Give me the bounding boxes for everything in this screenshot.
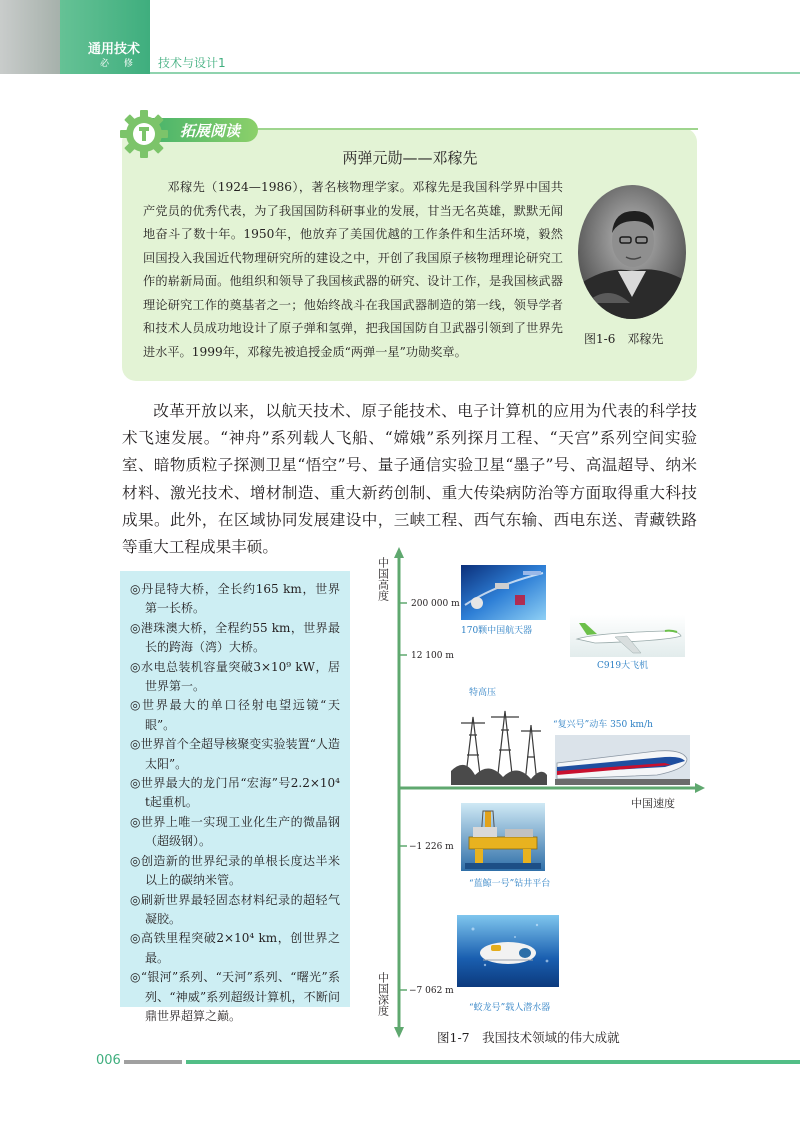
achievement-text: 世界首个全超导核聚变实验装置“人造太阳”。 [140, 737, 340, 771]
portrait-photo [578, 185, 686, 319]
drilling-rig-label: “蓝鲸一号”钻井平台 [469, 879, 551, 889]
achievement-text: 世界最大的龙门吊“宏海”号2.2×10⁴ t起重机。 [140, 776, 340, 810]
extended-reading-paragraph: 邓稼先（1924—1986），著名核物理学家。邓稼先是我国科学界中国共产党员的优秀代表，为了我国国防科研事业的发展，甘当无名英雄，默默无闻地奋斗了数十年。1950年，他放弃了美国优越的工作条件和生活环境，毅然回国投入我国近代物理研究所的建设之中，开创了我国原子核物理理论研究工作的崭新局面。他组织和领导了我国核武器的研究、设计工作，是我国核武器理论研究工作的奠基者之一；他始终战斗在我国武器制造的第一线，领导学者和技术人员成功地设计了原子弹和氢弹，把我国国防自卫武器引领到了世界先进水平。1999年，邓稼先被追授金质“两弹一星”功勋奖章。 [143, 180, 563, 359]
bullet-icon: ◎ [130, 737, 141, 752]
bullet-icon: ◎ [130, 620, 141, 635]
book-title: 通用技术 [88, 42, 141, 57]
achievement-item [130, 968, 340, 1026]
achievement-item [130, 658, 340, 697]
extended-reading-tag-label: 拓展阅读 [180, 122, 241, 140]
tick-label-minus1226: −1 226 m [409, 842, 454, 852]
achievement-text: 世界最大的单口径射电望远镜“天眼”。 [142, 698, 340, 732]
achievement-text: 创造新的世界纪录的单根长度达半米以上的碳纳米管。 [140, 853, 340, 888]
bullet-icon: ◎ [130, 582, 142, 596]
y-axis-top-label: 中国高度 [376, 557, 390, 601]
y-axis-bottom-label: 中国深度 [376, 972, 390, 1016]
page-number: 006 [96, 1053, 121, 1068]
achievement-text: 高铁里程突破2×10⁴ km，创世界之最。 [141, 931, 340, 965]
spacecraft-image [461, 565, 546, 620]
jiaolong-submersible-image [457, 915, 559, 987]
achievement-text: “银河”系列、“天河”系列、“曙光”系列、“神威”系列超级计算机，不断问鼎世界超算之巅。 [140, 970, 340, 1023]
achievement-item [130, 929, 340, 968]
footer-grey-bar [124, 1060, 182, 1064]
uhv-label: 特高压 [469, 688, 497, 698]
portrait-caption: 图1-6 邓稼先 [584, 332, 664, 346]
tick-label-minus7062: −7 062 m [409, 986, 454, 996]
achievements-box [120, 571, 350, 1023]
achievement-text: 港珠澳大桥，全程约55 km，世界最长的跨海（湾）大桥。 [140, 620, 340, 655]
bullet-icon: ◎ [130, 814, 141, 829]
fuxing-label: “复兴号”动车 350 km/h [553, 720, 653, 730]
uhv-towers-image [451, 705, 547, 785]
jiaolong-label: “蛟龙号”载人潜水器 [469, 1003, 551, 1013]
tick-label-12100: 12 100 m [411, 651, 454, 661]
c919-plane-image [570, 615, 685, 657]
bullet-icon: ◎ [130, 776, 141, 791]
achievement-text: 水电总装机容量突破3×10⁹ kW，居世界第一。 [140, 659, 340, 694]
achievement-item [130, 735, 340, 774]
achievement-text: 丹昆特大桥，全长约165 km，世界第一长桥。 [141, 582, 340, 616]
body-paragraph: 改革开放以来，以航天技术、原子能技术、电子计算机的应用为代表的科学技术飞速发展。“神舟”系列载人飞船、“嫦娥”系列探月工程、“天宫”系列空间实验室、暗物质粒子探测卫星“悟空”号、量子通信实验卫星“墨子”号、高温超导、纳米材料、激光技术、增材制造、重大新药创制、重大传染病防治等方面取得重大科技成果。此外，在区域协同发展建设中，三峡工程、西气东输、西电东送、青藏铁路等重大工程成果丰硕。 [122, 402, 697, 557]
footer-green-bar [186, 1060, 800, 1064]
c919-label: C919大飞机 [597, 661, 649, 671]
achievement-item [130, 619, 340, 658]
bullet-icon: ◎ [130, 892, 141, 907]
bullet-icon: ◎ [130, 698, 143, 713]
bullet-icon: ◎ [130, 659, 141, 674]
achievements-list [120, 571, 350, 1026]
figure-caption: 图1-7 我国技术领域的伟大成就 [437, 1030, 620, 1045]
bullet-icon: ◎ [130, 970, 141, 985]
extended-reading-title: 两弹元勋——邓稼先 [342, 149, 478, 167]
achievement-text: 刷新世界最轻固态材料纪录的超轻气凝胶。 [140, 892, 340, 926]
achievement-item [130, 813, 340, 852]
drilling-rig-image [461, 803, 545, 871]
achievement-item [130, 891, 340, 930]
achievement-item [130, 696, 340, 735]
bullet-icon: ◎ [130, 853, 141, 868]
spacecraft-label: 170颗中国航天器 [461, 626, 533, 636]
achievement-item [130, 852, 340, 891]
section-title: 技术与设计1 [158, 56, 226, 70]
figure-achievements [365, 545, 705, 1040]
tick-label-200000: 200 000 m [411, 599, 460, 609]
bullet-icon: ◎ [130, 931, 142, 946]
book-volume: 必 修 [100, 59, 139, 69]
y-axis [394, 547, 404, 1038]
header-grey-block [0, 0, 60, 74]
x-axis-label: 中国速度 [631, 797, 675, 810]
extended-reading-rule [258, 128, 698, 130]
fuxing-train-image [555, 735, 690, 785]
achievement-text: 世界上唯一实现工业化生产的微晶钢（超级钢）。 [140, 814, 340, 849]
header-divider [150, 72, 800, 74]
achievement-item [130, 580, 340, 619]
achievement-item [130, 774, 340, 813]
